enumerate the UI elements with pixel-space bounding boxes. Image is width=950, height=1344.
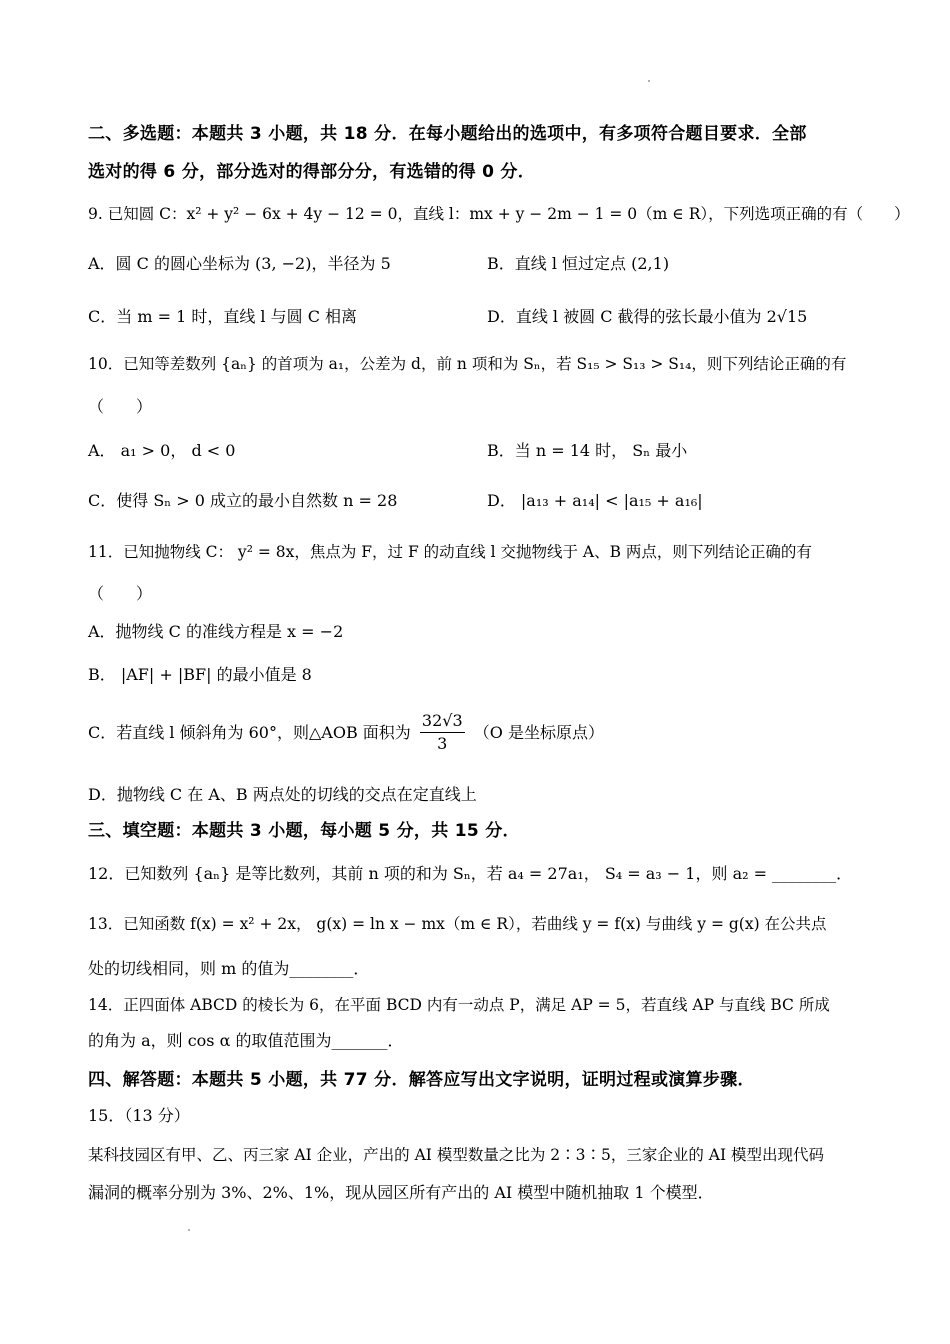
question-13-line-1: 13．已知函数 f(x) = x² + 2x， g(x) = ln x − mx（m ∈ R），若曲线 y = f(x) 与曲线 y = g(x) 在公共点 [88,915,827,933]
question-9-option-d: D．直线 l 被圆 C 截得的弦长最小值为 2√15 [487,307,808,326]
question-11-option-c [88,710,604,766]
question-11-option-c-text: C．若直线 l 倾斜角为 60°，则△AOB 面积为 [88,722,411,742]
question-11-option-a: A．抛物线 C 的准线方程是 x = −2 [88,622,344,641]
question-15-line-1: 某科技园区有甲、乙、丙三家 AI 企业，产出的 AI 模型数量之比为 2∶3∶5，三家企业的 AI 模型出现代码 [88,1146,825,1164]
question-9-stem: 9. 已知圆 C：x² + y² − 6x + 4y − 12 = 0，直线 l：mx + y − 2m − 1 = 0（m ∈ R），下列选项正确的有（ ） [88,205,910,223]
question-10-option-b: B．当 n = 14 时， Sₙ 最小 [487,441,688,460]
section-heading-solve: 四、解答题：本题共 5 小题，共 77 分．解答应写出文字说明，证明过程或演算步骤． [88,1070,755,1090]
question-13-line-2: 处的切线相同，则 m 的值为________． [88,959,370,978]
fraction-numerator: 32√3 [420,710,465,733]
section-heading-multi-choice-cont: 选对的得 6 分，部分选对的得部分分，有选错的得 0 分． [88,162,536,182]
area-fraction [420,710,465,755]
question-9-option-a: A．圆 C 的圆心坐标为 (3, −2)，半径为 5 [88,254,391,273]
question-11-option-d: D．抛物线 C 在 A、B 两点处的切线的交点在定直线上 [88,785,477,804]
question-12: 12．已知数列 {aₙ} 是等比数列，其前 n 项的和为 Sₙ，若 a₄ = 27a₁， S₄ = a₃ − 1，则 a₂ = ________． [88,864,853,883]
question-9-option-b: B．直线 l 恒过定点 (2,1) [487,254,670,273]
fraction-denominator: 3 [437,734,448,753]
question-10-option-a: A． a₁ > 0， d < 0 [88,441,236,460]
section-heading-fill-blank: 三、填空题：本题共 3 小题，每小题 5 分，共 15 分． [88,821,520,841]
question-11-stem: 11．已知抛物线 C： y² = 8x，焦点为 F，过 F 的动直线 l 交抛物线于 A、B 两点，则下列结论正确的有 [88,543,812,561]
question-10-option-d: D． |a₁₃ + a₁₄| < |a₁₅ + a₁₆| [487,491,703,510]
question-10-answer-paren: （ ） [88,397,153,416]
question-11-option-c-note: （O 是坐标原点） [473,722,604,742]
question-11-option-b: B． |AF| + |BF| 的最小值是 8 [88,665,312,684]
question-10-option-c: C．使得 Sₙ > 0 成立的最小自然数 n = 28 [88,491,398,510]
question-15-heading: 15．（13 分） [88,1106,190,1125]
question-14-line-2: 的角为 a，则 cos α 的取值范围为_______． [88,1031,404,1050]
question-15-line-2: 漏洞的概率分别为 3%、2%、1%，现从园区所有产出的 AI 模型中随机抽取 1 个模型． [88,1183,714,1202]
section-heading-multi-choice: 二、多选题：本题共 3 小题，共 18 分．在每小题给出的选项中，有多项符合题目要求．全部 [88,124,807,144]
scan-speck [188,1229,190,1231]
question-11-answer-paren: （ ） [88,584,153,603]
question-14-line-1: 14．正四面体 ABCD 的棱长为 6，在平面 BCD 内有一动点 P，满足 AP = 5，若直线 AP 与直线 BC 所成 [88,996,830,1014]
question-10-stem: 10．已知等差数列 {aₙ} 的首项为 a₁，公差为 d，前 n 项和为 Sₙ，若 S₁₅ > S₁₃ > S₁₄，则下列结论正确的有 [88,355,847,373]
scan-speck [648,80,650,82]
question-9-option-c: C．当 m = 1 时，直线 l 与圆 C 相离 [88,307,358,326]
